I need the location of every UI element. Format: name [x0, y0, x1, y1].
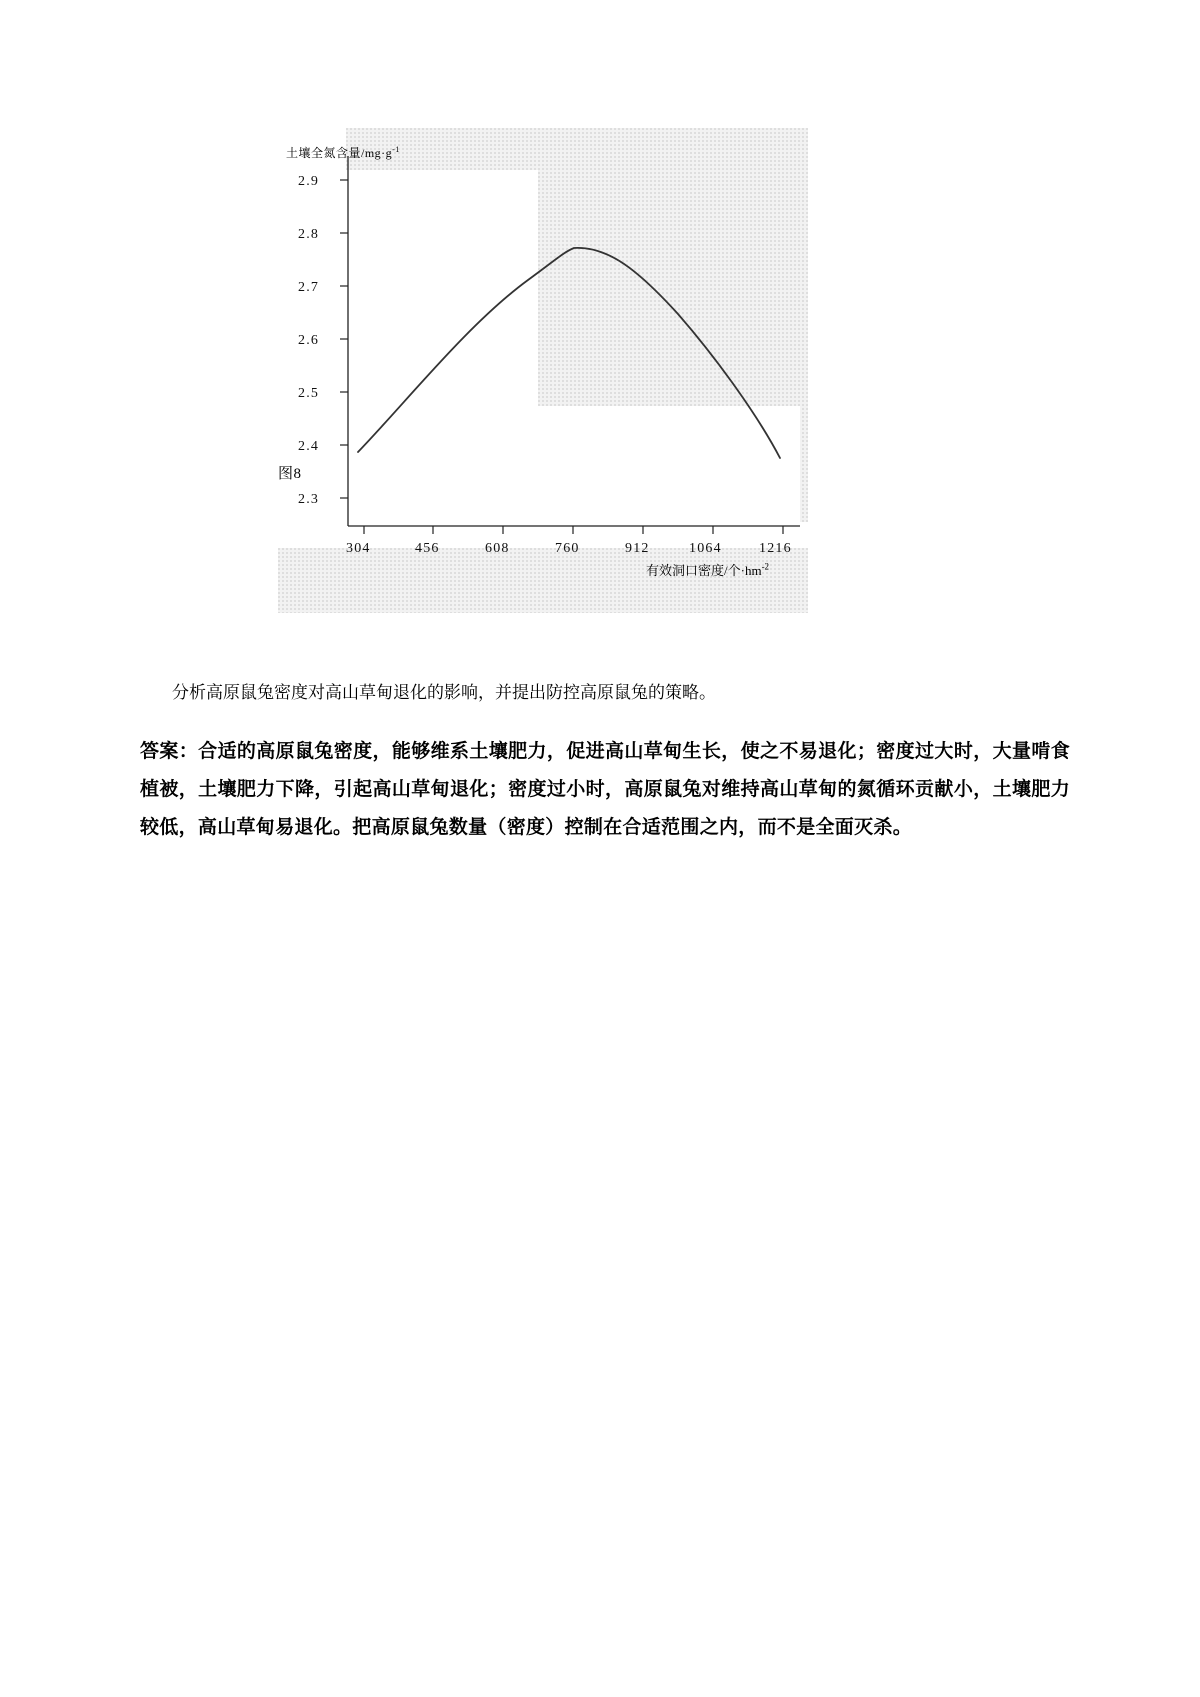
y-axis-title-superscript: -1	[392, 145, 400, 154]
x-axis-title-text: 有效洞口密度/个·hm	[646, 563, 762, 578]
y-axis-ticks	[340, 180, 348, 498]
y-axis-tick-labels	[298, 174, 319, 507]
svg-text:2.6: 2.6	[298, 333, 320, 348]
svg-text:304: 304	[346, 541, 371, 556]
x-axis-title	[646, 560, 769, 579]
chart-plot-area	[278, 128, 808, 568]
x-axis-tick-labels	[346, 541, 792, 556]
svg-text:2.7: 2.7	[298, 280, 320, 295]
svg-text:1064: 1064	[689, 541, 722, 556]
answer-paragraph: 答案：合适的高原鼠兔密度，能够维系土壤肥力，促进高山草甸生长，使之不易退化；密度过大时，大量啃食植被，土壤肥力下降，引起高山草甸退化；密度过小时，高原鼠兔对维持高山草甸的氮循环贡献小，土壤肥力较低，高山草甸易退化。把高原鼠兔数量（密度）控制在合适范围之内，而不是全面灭杀。	[140, 741, 1070, 838]
figure-caption: 图8	[278, 466, 302, 482]
y-axis-title-text: 土壤全氮含量/mg·g	[286, 146, 393, 160]
x-axis-title-superscript: -2	[761, 561, 770, 572]
question-paragraph: 分析高原鼠兔密度对高山草甸退化的影响，并提出防控高原鼠兔的策略。	[172, 683, 716, 702]
svg-text:2.5: 2.5	[298, 386, 320, 401]
svg-text:760: 760	[555, 541, 580, 556]
svg-text:2.8: 2.8	[298, 227, 320, 242]
x-axis-ticks	[364, 526, 783, 534]
soil-nitrogen-curve	[358, 248, 780, 458]
svg-text:2.9: 2.9	[298, 174, 320, 189]
svg-text:912: 912	[625, 541, 650, 556]
svg-text:2.3: 2.3	[298, 492, 320, 507]
svg-text:2.4: 2.4	[298, 439, 320, 454]
svg-text:608: 608	[485, 541, 510, 556]
figure-8	[278, 128, 808, 613]
svg-text:456: 456	[415, 541, 440, 556]
svg-text:1216: 1216	[759, 541, 792, 556]
